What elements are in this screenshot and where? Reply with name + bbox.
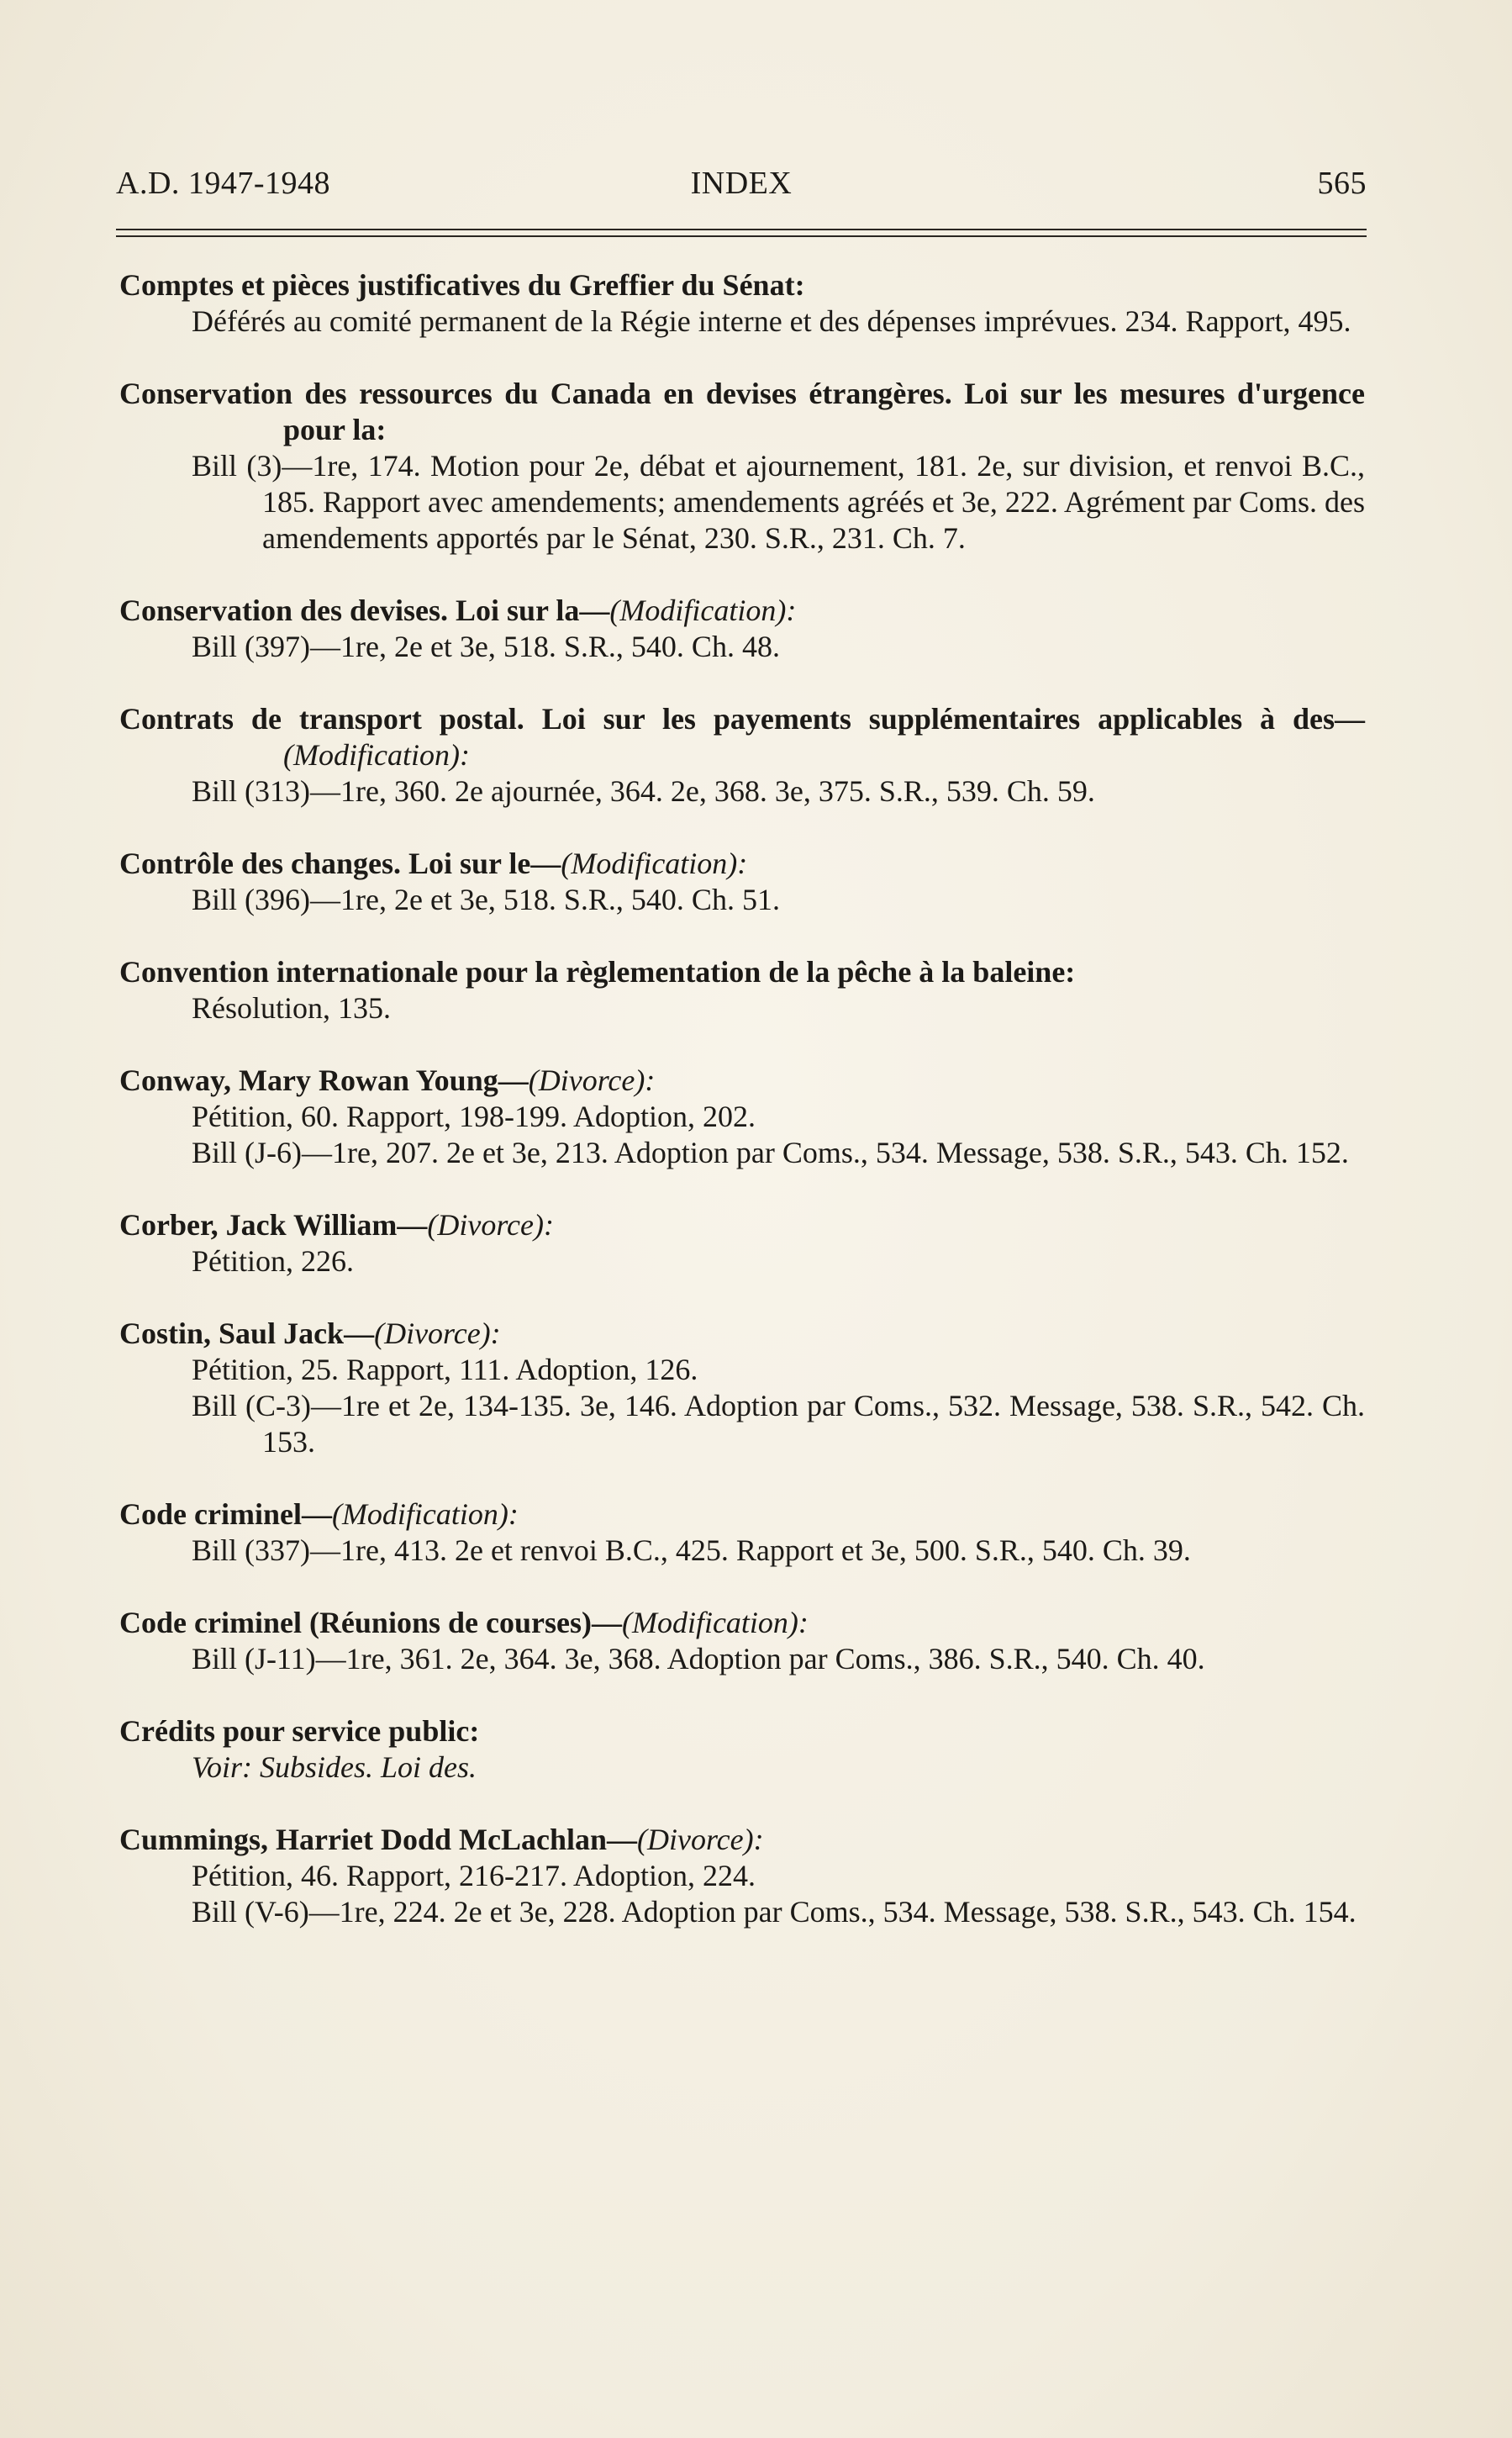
index-entries bbox=[119, 267, 1365, 1966]
index-entry bbox=[119, 1207, 1365, 1280]
header-rule-bottom bbox=[116, 235, 1367, 237]
entry-line: Bill (337)—1re, 413. 2e et renvoi B.C., 425. Rapport et 3e, 500. S.R., 540. Ch. 39. bbox=[192, 1533, 1191, 1567]
entry-line: Pétition, 25. Rapport, 111. Adoption, 126. bbox=[192, 1353, 698, 1386]
entry-modifier: (Divorce): bbox=[374, 1317, 501, 1350]
entry-modifier: (Modification): bbox=[561, 847, 748, 880]
index-entry bbox=[119, 846, 1365, 918]
entry-line: Résolution, 135. bbox=[192, 991, 392, 1025]
entry-line: Bill (C-3)—1re et 2e, 134-135. 3e, 146. Adoption par Coms., 532. Message, 538. S.R., 542. Ch. 153. bbox=[192, 1389, 1365, 1459]
entry-heading: Cummings, Harriet Dodd McLachlan—(Divorce): bbox=[119, 1823, 764, 1856]
entry-heading: Costin, Saul Jack—(Divorce): bbox=[119, 1317, 501, 1350]
index-entry bbox=[119, 954, 1365, 1026]
index-entry bbox=[119, 1605, 1365, 1677]
entry-modifier: (Modification): bbox=[331, 1497, 519, 1531]
index-entry bbox=[119, 593, 1365, 665]
entry-heading: Conservation des devises. Loi sur la—(Modification): bbox=[119, 594, 797, 627]
entry-line: Bill (J-6)—1re, 207. 2e et 3e, 213. Adoption par Coms., 534. Message, 538. S.R., 543. Ch. 152. bbox=[192, 1136, 1349, 1169]
entry-heading: Contrôle des changes. Loi sur le—(Modification): bbox=[119, 847, 748, 880]
entry-line: Bill (396)—1re, 2e et 3e, 518. S.R., 540. Ch. 51. bbox=[192, 883, 780, 916]
entry-heading: Contrats de transport postal. Loi sur les payements supplémentaires applicables à des—(Modification): bbox=[119, 702, 1365, 772]
entry-heading: Convention internationale pour la règlementation de la pêche à la baleine: bbox=[119, 955, 1076, 989]
index-entry bbox=[119, 267, 1365, 340]
entry-heading: Crédits pour service public: bbox=[119, 1714, 480, 1748]
entry-line: Pétition, 226. bbox=[192, 1244, 355, 1278]
entry-heading: Comptes et pièces justificatives du Greffier du Sénat: bbox=[119, 268, 805, 302]
entry-line: Bill (3)—1re, 174. Motion pour 2e, débat et ajournement, 181. 2e, sur division, et renvoi B.C., 185. Rapport avec amendements; amendements agréés et 3e, 222. Agrément par Coms. des amendements apportés par le Sénat, 230. S.R., 231. Ch. 7. bbox=[192, 449, 1365, 555]
index-entry bbox=[119, 1063, 1365, 1171]
header-rule-top bbox=[116, 229, 1367, 230]
entry-line: Bill (313)—1re, 360. 2e ajournée, 364. 2e, 368. 3e, 375. S.R., 539. Ch. 59. bbox=[192, 774, 1095, 808]
entry-line: Pétition, 60. Rapport, 198-199. Adoption, 202. bbox=[192, 1100, 756, 1133]
entry-modifier: (Divorce): bbox=[528, 1063, 656, 1097]
index-entry bbox=[119, 376, 1365, 557]
index-entry bbox=[119, 1822, 1365, 1930]
entry-heading: Code criminel (Réunions de courses)—(Modification): bbox=[119, 1606, 809, 1639]
entry-heading: Conway, Mary Rowan Young—(Divorce): bbox=[119, 1063, 656, 1097]
index-entry bbox=[119, 701, 1365, 810]
index-entry bbox=[119, 1316, 1365, 1460]
index-entry bbox=[119, 1713, 1365, 1786]
entry-heading: Code criminel—(Modification): bbox=[119, 1497, 519, 1531]
see-reference: Voir: Subsides. Loi des. bbox=[192, 1750, 477, 1784]
running-header bbox=[116, 165, 1367, 207]
header-title: INDEX bbox=[690, 166, 793, 201]
entry-line: Bill (397)—1re, 2e et 3e, 518. S.R., 540. Ch. 48. bbox=[192, 630, 780, 663]
header-year: A.D. 1947-1948 bbox=[116, 166, 331, 201]
index-entry bbox=[119, 1496, 1365, 1569]
entry-modifier: (Modification): bbox=[621, 1606, 809, 1639]
entry-line: Bill (J-11)—1re, 361. 2e, 364. 3e, 368. Adoption par Coms., 386. S.R., 540. Ch. 40. bbox=[192, 1642, 1205, 1675]
entry-modifier: (Modification): bbox=[283, 738, 470, 772]
entry-line: Pétition, 46. Rapport, 216-217. Adoption, 224. bbox=[192, 1859, 756, 1892]
entry-line: Déférés au comité permanent de la Régie interne et des dépenses imprévues. 234. Rapport, 495. bbox=[192, 304, 1351, 338]
page-number: 565 bbox=[1317, 166, 1367, 201]
entry-heading: Conservation des ressources du Canada en devises étrangères. Loi sur les mesures d'urgence pour la: bbox=[119, 377, 1365, 446]
entry-modifier: (Divorce): bbox=[427, 1208, 554, 1242]
entry-modifier: (Modification): bbox=[609, 594, 797, 627]
entry-modifier: (Divorce): bbox=[637, 1823, 764, 1856]
entry-line: Bill (V-6)—1re, 224. 2e et 3e, 228. Adoption par Coms., 534. Message, 538. S.R., 543. Ch. 154. bbox=[192, 1895, 1357, 1929]
entry-heading: Corber, Jack William—(Divorce): bbox=[119, 1208, 554, 1242]
